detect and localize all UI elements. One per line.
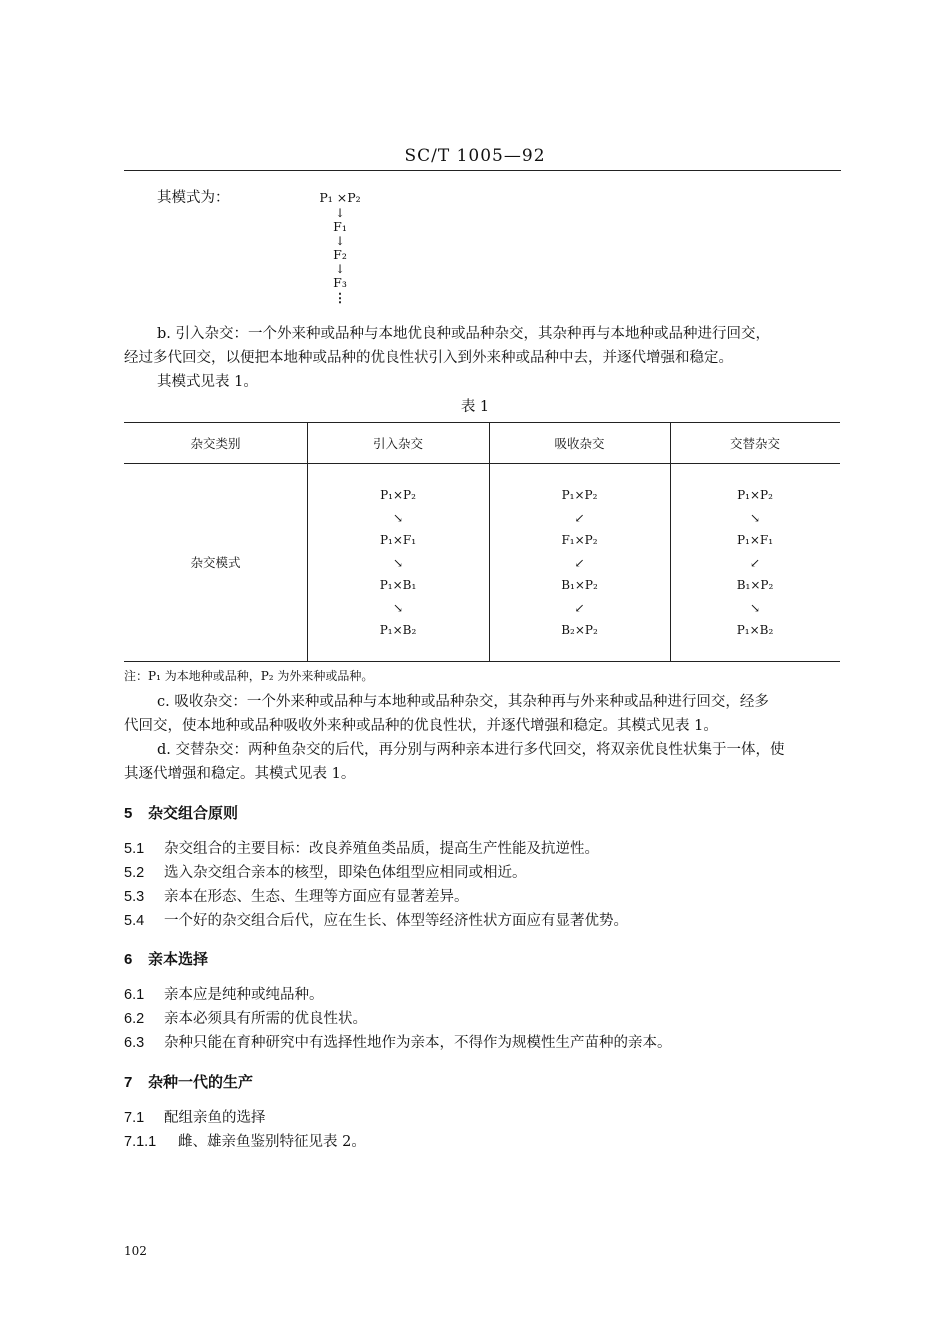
table-caption: 表 1 — [460, 399, 490, 415]
table-bottom-rule — [124, 661, 840, 662]
ellipsis-icon: ⋮ — [333, 290, 347, 305]
paragraph-c-line: 代回交，使本地种或品种吸收外来种或品种的优良性状，并逐代增强和稳定。其模式见表 1。 — [124, 718, 718, 734]
paragraph-d-line: d. 交替杂交：两种鱼杂交的后代，再分别与两种亲本进行多代回交，将双亲优良性状集于一体，使 — [157, 742, 785, 758]
clause-number: 5.1 — [124, 841, 145, 857]
arrow-down-right-icon: ↘ — [392, 510, 404, 525]
clause-text: 配组亲鱼的选择 — [164, 1110, 266, 1126]
table-header-cell: 杂交类别 — [190, 436, 241, 451]
clause-number: 5.3 — [124, 889, 145, 905]
header-rule — [124, 170, 841, 171]
mode-cell: P₁×F₁ — [379, 533, 417, 547]
table-top-rule — [124, 422, 840, 423]
section-number: 5 — [124, 805, 133, 822]
mode-cell: P₁×B₂ — [736, 623, 774, 637]
flow-step: F₁ — [333, 219, 347, 234]
down-arrow-icon: ↓ — [334, 262, 346, 276]
mode-label: 其模式为： — [157, 190, 230, 206]
clause — [124, 983, 324, 1007]
clause — [124, 1130, 366, 1154]
section-heading — [124, 948, 208, 969]
clause-text: 杂交组合的主要目标：改良养殖鱼类品质，提高生产性能及抗逆性。 — [164, 841, 599, 857]
clause-text: 雌、雄亲鱼鉴别特征见表 2。 — [178, 1134, 366, 1150]
clause-number: 6.1 — [124, 987, 145, 1003]
table-header-rule — [124, 463, 840, 464]
mode-cell: B₂×P₂ — [561, 623, 598, 637]
clause-text: 亲本在形态、生态、生理等方面应有显著差异。 — [164, 889, 469, 905]
clause — [124, 1007, 367, 1031]
mode-column-alternating — [670, 484, 840, 642]
section-heading — [124, 802, 238, 823]
mode-cell: P₁×P₂ — [737, 488, 773, 502]
section-number: 6 — [124, 951, 133, 968]
mode-flow — [300, 190, 380, 305]
arrow-down-left-icon: ↙ — [749, 555, 761, 570]
flow-step: F₃ — [333, 275, 347, 290]
flow-step: F₂ — [333, 247, 347, 262]
mode-column-introgression — [307, 484, 489, 642]
table-row-label: 杂交模式 — [190, 555, 241, 570]
clause-text: 亲本必须具有所需的优良性状。 — [164, 1011, 367, 1027]
arrow-down-left-icon: ↙ — [574, 510, 585, 525]
table-header-cell: 交替杂交 — [729, 436, 780, 451]
arrow-down-left-icon: ↙ — [574, 600, 585, 615]
clause-text: 选入杂交组合亲本的核型，即染色体组型应相同或相近。 — [164, 865, 527, 881]
clause-number: 7.1.1 — [124, 1134, 157, 1150]
table-header-cell: 吸收杂交 — [554, 436, 605, 451]
section-number: 7 — [124, 1074, 133, 1091]
clause — [124, 861, 527, 885]
down-arrow-icon: ↓ — [334, 234, 346, 248]
clause — [124, 1106, 266, 1130]
clause — [124, 909, 628, 933]
mode-column-absorption — [489, 484, 670, 642]
clause-number: 6.3 — [124, 1035, 145, 1051]
section-title: 杂种一代的生产 — [148, 1073, 254, 1091]
arrow-down-left-icon: ↙ — [574, 555, 585, 570]
clause — [124, 1031, 672, 1055]
mode-cell: P₁×B₁ — [379, 578, 417, 592]
section-title: 杂交组合原则 — [148, 804, 239, 822]
arrow-down-right-icon: ↘ — [749, 600, 761, 615]
paragraph-c-line: c. 吸收杂交：一个外来种或品种与本地种或品种杂交，其杂种再与外来种或品种进行回交，经多 — [157, 694, 769, 710]
mode-cell: P₁×P₂ — [380, 488, 416, 502]
clause — [124, 885, 469, 909]
mode-cell: P₁×B₂ — [379, 623, 417, 637]
clause-text: 一个好的杂交组合后代，应在生长、体型等经济性状方面应有显著优势。 — [164, 913, 628, 929]
table-header-cell: 引入杂交 — [372, 436, 423, 451]
mode-cell: B₁×P₂ — [561, 578, 598, 592]
clause-text: 亲本应是纯种或纯品种。 — [164, 987, 324, 1003]
mode-cell: P₁×P₂ — [561, 488, 598, 502]
paragraph-b-line: b. 引入杂交：一个外来种或品种与本地优良种或品种杂交，其杂种再与本地种或品种进行回交， — [157, 326, 770, 342]
arrow-down-right-icon: ↘ — [392, 555, 404, 570]
page-header: SC/T 1005—92 — [404, 146, 546, 166]
clause-number: 7.1 — [124, 1110, 145, 1126]
clause-number: 6.2 — [124, 1011, 145, 1027]
arrow-down-right-icon: ↘ — [749, 510, 761, 525]
flow-step: P₁ ×P₂ — [319, 190, 361, 205]
clause-number: 5.4 — [124, 913, 145, 929]
page-number: 102 — [124, 1244, 147, 1258]
table-note: 注：P₁ 为本地种或品种，P₂ 为外来种或品种。 — [124, 669, 374, 683]
down-arrow-icon: ↓ — [334, 206, 346, 220]
clause-text: 杂种只能在育种研究中有选择性地作为亲本，不得作为规模性生产苗种的亲本。 — [164, 1035, 672, 1051]
clause-number: 5.2 — [124, 865, 145, 881]
clause — [124, 837, 599, 861]
mode-cell: P₁×F₁ — [736, 533, 774, 547]
paragraph-d-line: 其逐代增强和稳定。其模式见表 1。 — [124, 766, 356, 782]
arrow-down-right-icon: ↘ — [392, 600, 404, 615]
paragraph-b-line: 其模式见表 1。 — [157, 374, 258, 390]
paragraph-b-line: 经过多代回交，以便把本地种或品种的优良性状引入到外来种或品种中去，并逐代增强和稳定。 — [124, 350, 733, 366]
mode-cell: F₁×P₂ — [561, 533, 598, 547]
section-heading — [124, 1071, 253, 1092]
mode-cell: B₁×P₂ — [736, 578, 774, 592]
section-title: 亲本选择 — [148, 950, 209, 968]
